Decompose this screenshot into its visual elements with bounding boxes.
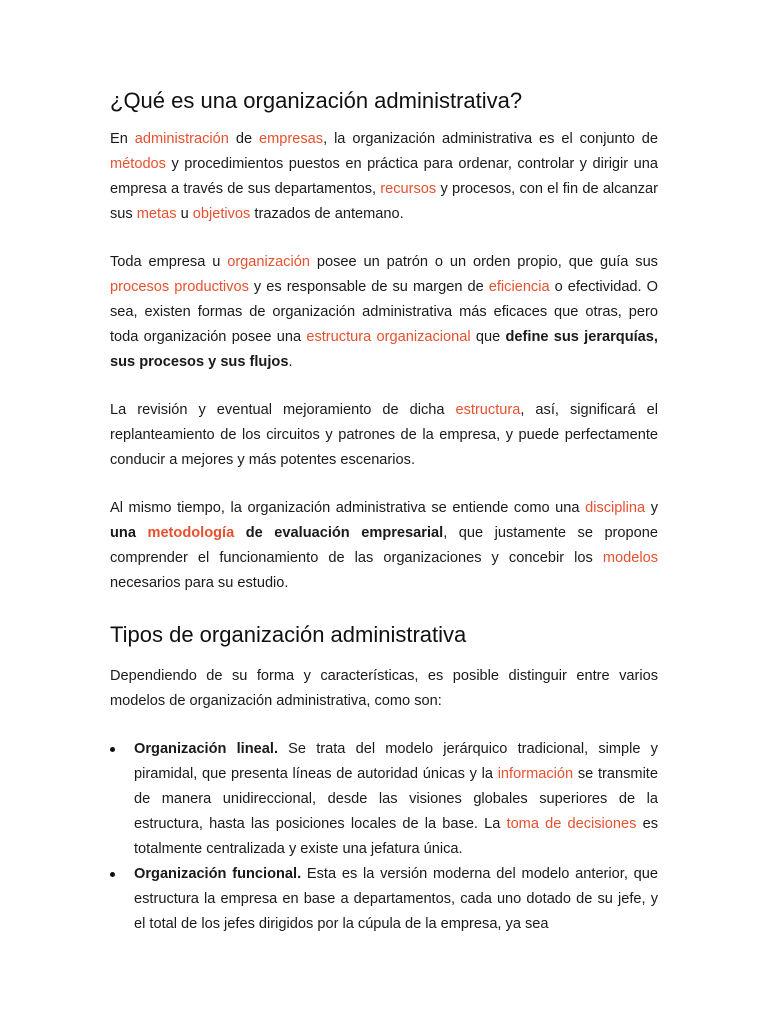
list-item-title: Organización lineal.: [134, 741, 278, 757]
link-recursos[interactable]: recursos: [380, 181, 437, 197]
text: se transmite de manera unidireccional, desde las visiones globales superiores de la estructura, hasta las posiciones locales de la base. La: [134, 766, 658, 832]
text: , así, significará el replanteamiento de los circuitos y patrones de la empresa, y puede perfectamente conducir a mejores y más potentes escenarios.: [110, 402, 658, 468]
text: , la organización administrativa es el conjunto de: [323, 131, 659, 147]
text: o efectividad. O sea, existen formas de organización administrativa más eficaces que otras, pero toda organización posee una: [110, 279, 658, 345]
link-modelos[interactable]: modelos: [602, 550, 658, 566]
link-disciplina[interactable]: disciplina: [585, 500, 646, 516]
link-toma-de-decisiones[interactable]: toma de decisiones: [506, 816, 637, 832]
text: trazados de antemano.: [250, 206, 404, 222]
text: necesarios para su estudio.: [110, 575, 289, 591]
bullet-icon: [110, 747, 115, 752]
bold-text: una: [110, 525, 148, 541]
text: y procedimientos puestos en práctica para ordenar, controlar y dirigir una empresa a través de sus departamentos,: [110, 156, 658, 197]
text: , que justamente se propone comprender el funcionamiento de las organizaciones y concebir los: [110, 525, 659, 566]
bullet-icon: [110, 872, 115, 877]
link-empresas[interactable]: empresas: [259, 131, 324, 147]
text: de: [228, 131, 259, 147]
link-objetivos[interactable]: objetivos: [192, 206, 251, 222]
link-metas[interactable]: metas: [136, 206, 177, 222]
text: es totalmente centralizada y existe una jefatura única.: [134, 816, 659, 857]
text: u: [176, 206, 193, 222]
link-informacion[interactable]: información: [497, 766, 574, 782]
text: En: [110, 131, 135, 147]
link-procesos-productivos[interactable]: procesos productivos: [110, 279, 249, 295]
list-item: [110, 862, 658, 937]
bold-text: define sus jerarquías, sus procesos y sus flujos: [110, 329, 658, 370]
section-heading: Tipos de organización administrativa: [110, 622, 467, 647]
list-item-title: Organización funcional.: [134, 866, 302, 882]
paragraph-3: [110, 398, 658, 473]
bold-text: de evaluación empresarial: [234, 525, 444, 541]
text: Se trata del modelo jerárquico tradicional, simple y piramidal, que presenta líneas de autoridad únicas y la: [134, 741, 658, 782]
types-list: [110, 737, 658, 937]
text: Toda empresa u: [110, 254, 228, 270]
text: y es responsable de su margen de: [248, 279, 489, 295]
text: y: [645, 500, 658, 516]
link-organizacion[interactable]: organización: [227, 254, 310, 270]
link-estructura[interactable]: estructura: [455, 402, 521, 418]
text: posee un patrón o un orden propio, que guía sus: [309, 254, 658, 270]
link-eficiencia[interactable]: eficiencia: [488, 279, 550, 295]
text: Al mismo tiempo, la organización administrativa se entiende como una: [110, 500, 586, 516]
text: y procesos, con el fin de alcanzar sus: [110, 181, 658, 222]
link-estructura-organizacional[interactable]: estructura organizacional: [306, 329, 471, 345]
paragraph-2: [110, 250, 658, 375]
text: Esta es la versión moderna del modelo anterior, que estructura la empresa en base a departamentos, cada uno dotado de su jefe, y el total de los jefes dirigidos por la cúpula de la empresa, ya sea: [134, 866, 658, 932]
paragraph-4: [110, 496, 658, 596]
link-metodos[interactable]: métodos: [110, 156, 166, 172]
list-item: [110, 737, 658, 862]
link-administracion[interactable]: administración: [134, 131, 229, 147]
text: La revisión y eventual mejoramiento de dicha: [110, 402, 456, 418]
text: .: [288, 354, 293, 370]
page-title: ¿Qué es una organización administrativa?: [110, 88, 523, 113]
paragraph-1: [110, 127, 658, 227]
paragraph-5: Dependiendo de su forma y características, es posible distinguir entre varios modelos de organización administrativa, como son:: [110, 668, 658, 709]
text: que: [470, 329, 506, 345]
link-metodologia[interactable]: metodología: [147, 525, 235, 541]
